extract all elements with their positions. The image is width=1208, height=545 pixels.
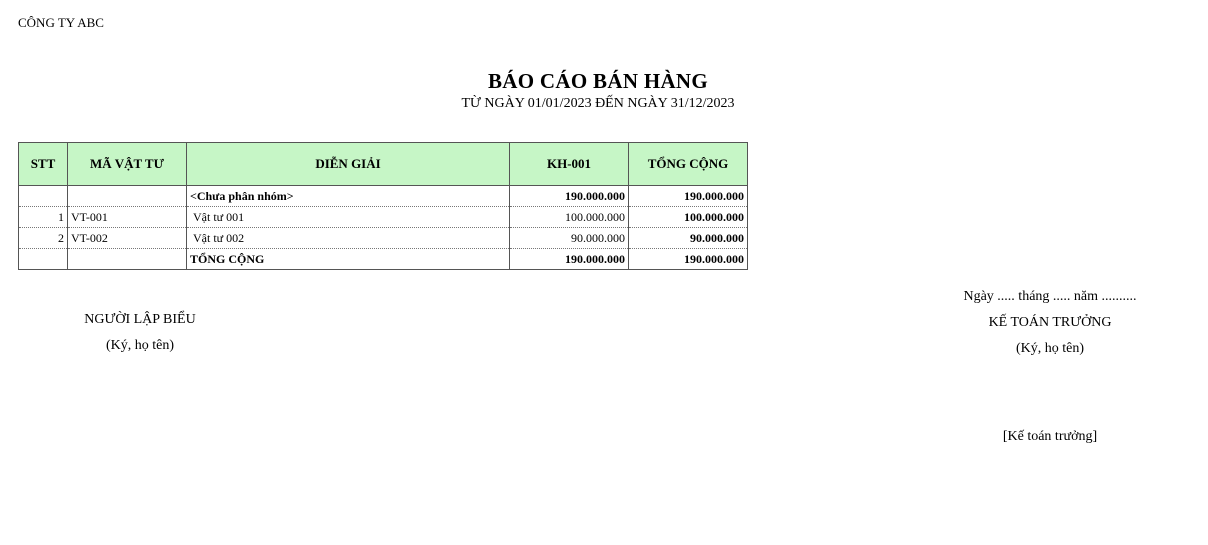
chief-accountant-name: [Kế toán trưởng] (1002, 429, 1098, 444)
cell-description: Vật tư 002 (187, 228, 510, 249)
cell-total-label: TỔNG CỘNG (187, 249, 510, 270)
header-item-code: MÃ VẬT TƯ (68, 143, 187, 186)
cell-stt: 2 (19, 228, 68, 249)
preparer-title: NGƯỜI LẬP BIỂU (84, 312, 196, 327)
cell-total: 190.000.000 (629, 186, 748, 207)
cell-code: VT-001 (68, 207, 187, 228)
header-total: TỔNG CỘNG (629, 143, 748, 186)
total-row (19, 249, 748, 270)
date-line: Ngày ..... tháng ..... năm .......... (963, 289, 1137, 304)
report-period: TỪ NGÀY 01/01/2023 ĐẾN NGÀY 31/12/2023 (461, 96, 735, 111)
cell-total: 100.000.000 (629, 207, 748, 228)
cell-description: Vật tư 001 (187, 207, 510, 228)
cell-code: VT-002 (68, 228, 187, 249)
cell-stt: 1 (19, 207, 68, 228)
cell-stt (19, 186, 68, 207)
preparer-note: (Ký, họ tên) (105, 338, 175, 353)
cell-kh: 90.000.000 (510, 228, 629, 249)
report-title: BÁO CÁO BÁN HÀNG (487, 69, 709, 93)
header-kh-001: KH-001 (510, 143, 629, 186)
cell-group-name: <Chưa phân nhóm> (187, 186, 510, 207)
header-stt: STT (19, 143, 68, 186)
table-header-row (19, 143, 748, 186)
cell-kh: 190.000.000 (510, 186, 629, 207)
cell-total: 90.000.000 (629, 228, 748, 249)
header-description: DIỄN GIẢI (187, 143, 510, 186)
cell-code (68, 186, 187, 207)
sales-report-table (18, 142, 748, 270)
group-row (19, 186, 748, 207)
cell-stt (19, 249, 68, 270)
cell-kh: 190.000.000 (510, 249, 629, 270)
chief-accountant-title: KẾ TOÁN TRƯỞNG (988, 315, 1112, 330)
chief-accountant-note: (Ký, họ tên) (1015, 341, 1085, 356)
cell-kh: 100.000.000 (510, 207, 629, 228)
preparer-signature-block (40, 307, 240, 359)
chief-accountant-signature-block (930, 284, 1170, 450)
cell-code (68, 249, 187, 270)
table-row (19, 228, 748, 249)
company-name: CÔNG TY ABC (18, 15, 104, 30)
table-row (19, 207, 748, 228)
cell-total: 190.000.000 (629, 249, 748, 270)
